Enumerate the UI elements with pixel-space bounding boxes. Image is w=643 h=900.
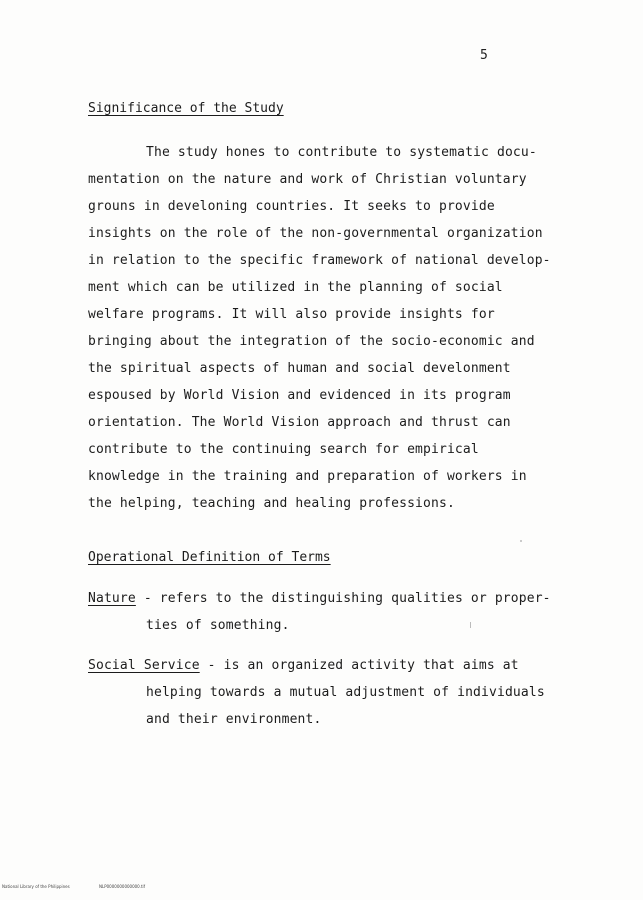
paragraph-line: bringing about the integration of the socio-economic and: [88, 334, 535, 349]
scan-footer: [2, 884, 173, 889]
scan-speck: [520, 540, 522, 542]
definition-continuation: helping towards a mutual adjustment of individuals: [146, 685, 545, 700]
paragraph-line: ment which can be utilized in the planning of social: [88, 280, 503, 295]
paragraph-line: grouns in develoning countries. It seeks to provide: [88, 199, 495, 214]
section-heading-significance: Significance of the Study: [88, 101, 284, 116]
paragraph-line: the helping, teaching and healing professions.: [88, 496, 455, 511]
paragraph-line: in relation to the specific framework of national develop-: [88, 253, 551, 268]
footer-source: National Library of the Philippines: [2, 884, 70, 889]
paragraph-line: knowledge in the training and preparation of workers in: [88, 469, 527, 484]
page-number: 5: [480, 48, 488, 63]
section-heading-definitions: Operational Definition of Terms: [88, 550, 331, 565]
paragraph-line: insights on the role of the non-governmental organization: [88, 226, 543, 241]
definition-social-service: [88, 658, 519, 673]
paragraph-line: espoused by World Vision and evidenced in its program: [88, 388, 511, 403]
scan-speck: [470, 622, 471, 628]
paragraph-line: the spiritual aspects of human and social develonment: [88, 361, 511, 376]
definition-text: - refers to the distinguishing qualities or proper-: [135, 591, 551, 606]
definition-term: Social Service: [88, 658, 200, 673]
paragraph-line: welfare programs. It will also provide insights for: [88, 307, 495, 322]
paragraph-line: The study hones to contribute to systematic docu-: [146, 145, 537, 160]
definition-text: - is an organized activity that aims at: [199, 658, 519, 673]
paragraph-line: mentation on the nature and work of Christian voluntary: [88, 172, 527, 187]
paragraph-line: orientation. The World Vision approach and thrust can: [88, 415, 511, 430]
footer-file: NLP0000000000000.tif: [99, 884, 146, 889]
definition-continuation: and their environment.: [146, 712, 322, 727]
paragraph-line: contribute to the continuing search for empirical: [88, 442, 479, 457]
definition-nature: [88, 591, 551, 606]
definition-continuation: ties of something.: [146, 618, 290, 633]
definition-term: Nature: [88, 591, 136, 606]
